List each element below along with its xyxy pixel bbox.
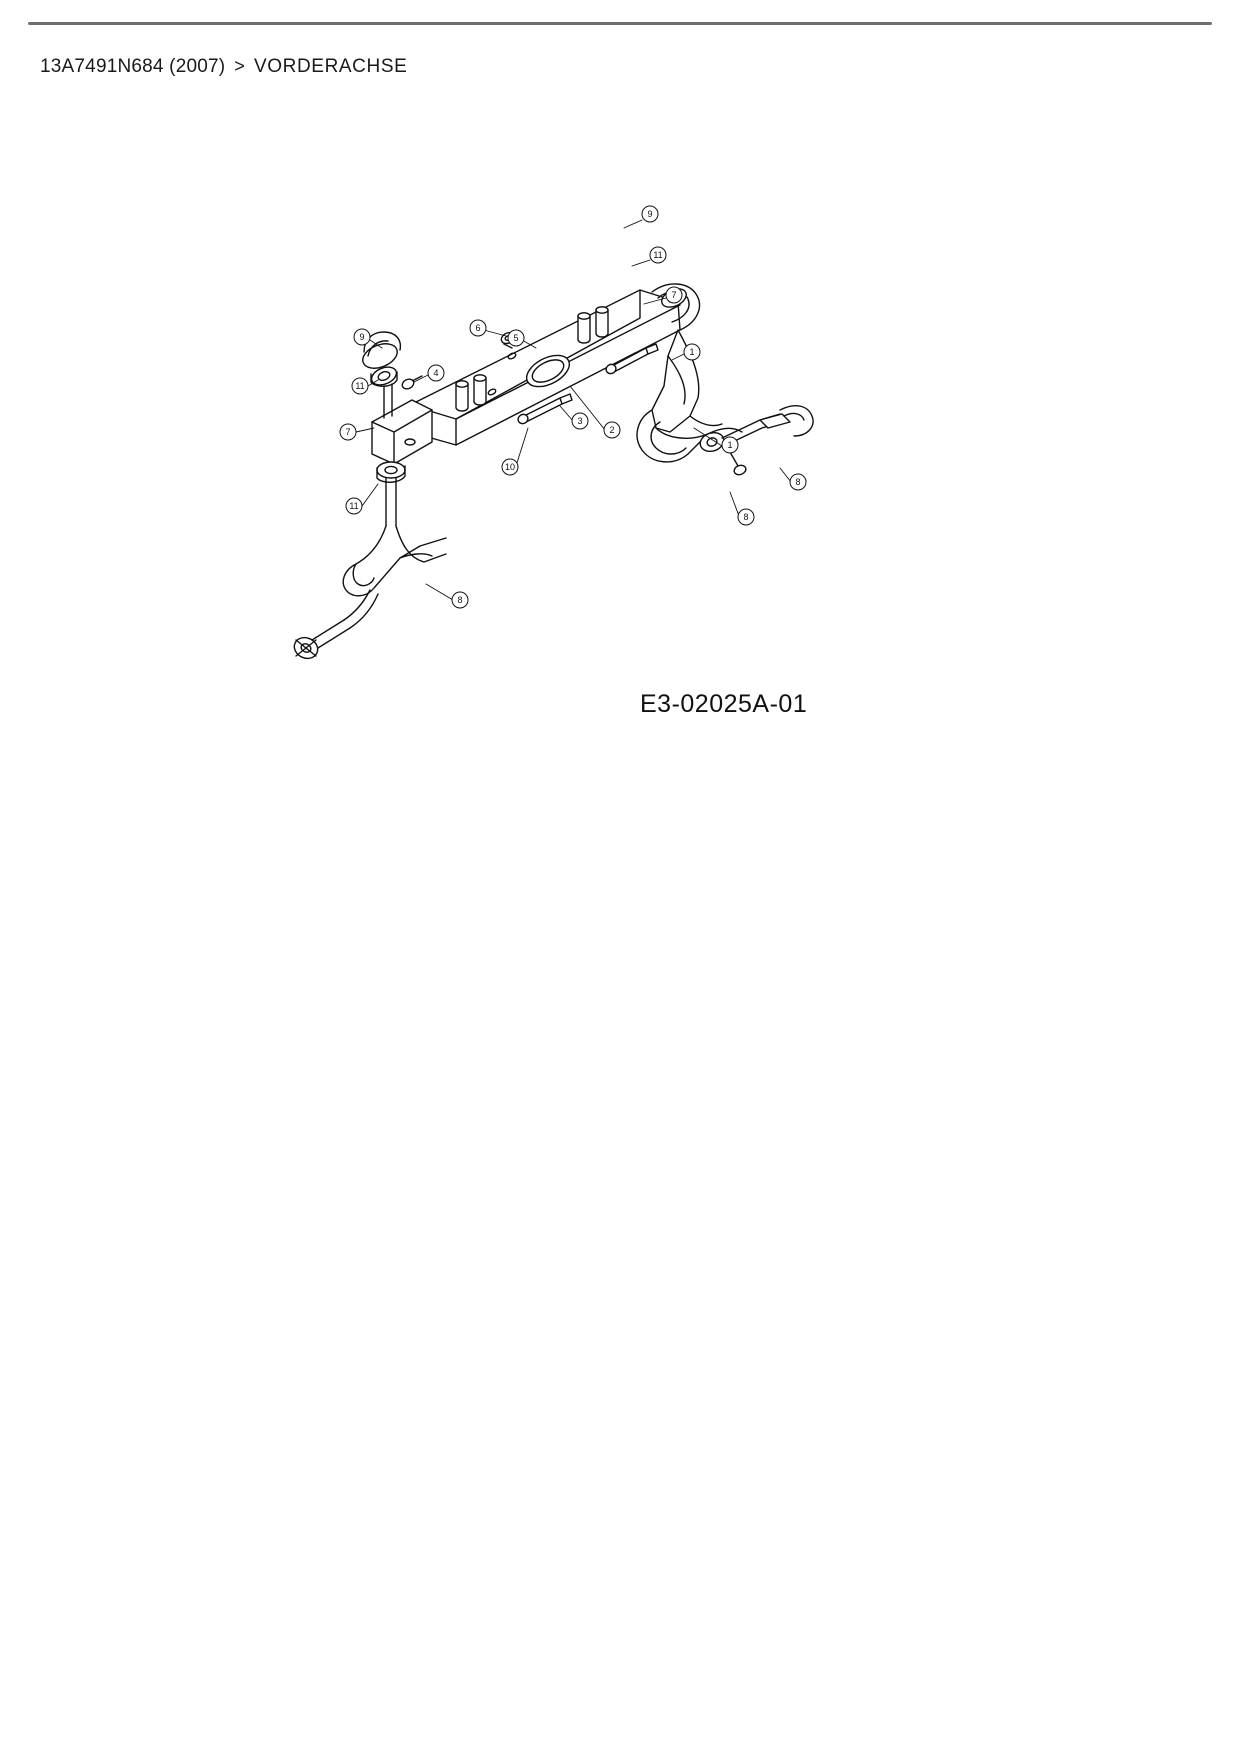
callout-bubble[interactable] [346, 498, 362, 514]
breadcrumb [40, 56, 407, 78]
callout-label: 11 [653, 250, 663, 261]
callout-bubble[interactable] [340, 424, 356, 440]
callout-bubble[interactable] [790, 474, 806, 490]
callout-label: 4 [433, 368, 439, 379]
callout-label: 7 [345, 427, 351, 438]
callout-label: 11 [355, 381, 365, 392]
figure-code: E3-02025A-01 [640, 690, 808, 718]
callout-label: 8 [457, 595, 463, 606]
callout-bubble[interactable] [684, 344, 700, 360]
callout-label: 8 [795, 477, 801, 488]
callout-bubble[interactable] [604, 422, 620, 438]
callout-bubble[interactable] [502, 459, 518, 475]
callout-bubble[interactable] [508, 330, 524, 346]
callout-bubble[interactable] [428, 365, 444, 381]
callout-label: 3 [577, 416, 583, 427]
breadcrumb-model[interactable]: 13A7491N684 (2007) [40, 56, 226, 77]
callout-bubble[interactable] [354, 329, 370, 345]
callout-label: 7 [671, 290, 677, 301]
callout-label: 10 [504, 462, 516, 473]
callout-label: 9 [647, 209, 653, 220]
callout-label: 9 [359, 332, 365, 343]
callout-bubble[interactable] [666, 287, 682, 303]
breadcrumb-section[interactable]: VORDERACHSE [254, 56, 408, 77]
callout-bubble[interactable] [642, 206, 658, 222]
callout-bubble[interactable] [722, 437, 738, 453]
callout-bubble[interactable] [650, 247, 666, 263]
breadcrumb-separator: > [234, 56, 246, 76]
header-divider [28, 22, 1212, 25]
exploded-parts-diagram [260, 170, 980, 770]
callout-label: 1 [689, 347, 695, 358]
callout-bubble[interactable] [738, 509, 754, 525]
callout-label: 6 [475, 323, 481, 334]
callout-bubble[interactable] [572, 413, 588, 429]
callout-label: 2 [609, 425, 615, 436]
callout-label: 8 [743, 512, 749, 523]
callout-bubble[interactable] [452, 592, 468, 608]
callout-label: 11 [349, 501, 359, 512]
callout-bubble[interactable] [352, 378, 368, 394]
callout-label: 5 [513, 333, 519, 344]
callout-label: 1 [727, 440, 733, 451]
callout-bubble[interactable] [470, 320, 486, 336]
